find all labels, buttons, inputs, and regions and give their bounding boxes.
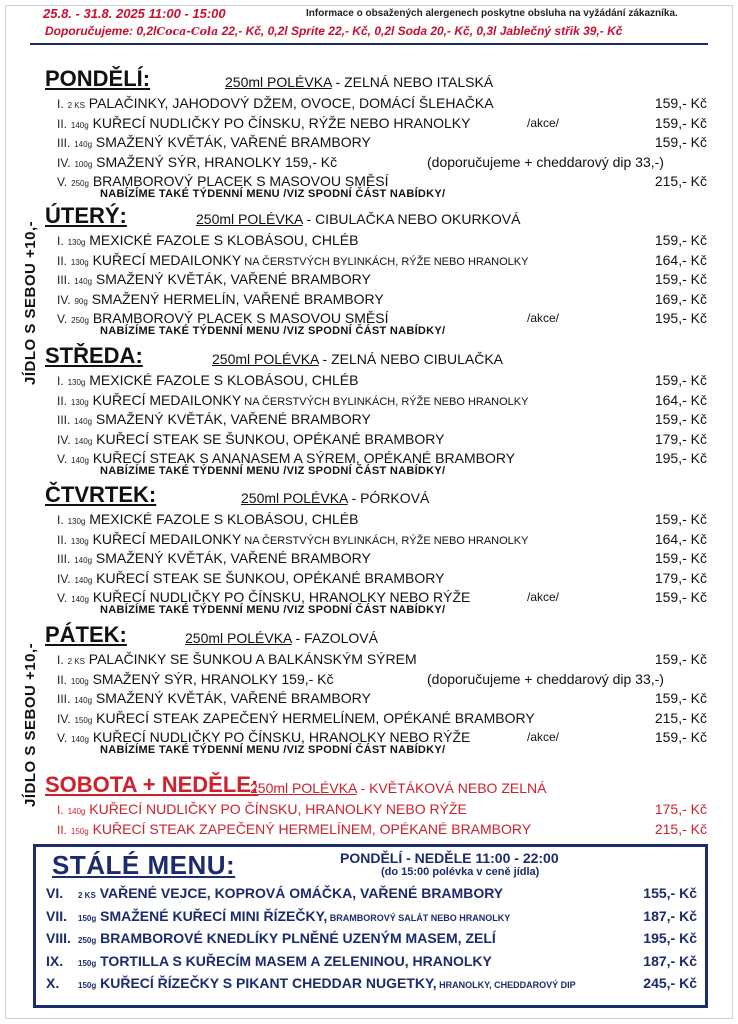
item-price: 164,- Kč [654,530,707,547]
item-number: IV. [57,432,71,447]
soup-line [250,780,546,796]
item-weight: 150g [78,981,97,990]
item-number: I. [57,374,64,388]
item-weight: 140g [70,120,89,130]
item-number: III. [57,136,71,150]
item-note: (doporučujeme + cheddarový dip 33,-) [427,153,664,170]
item-price: 159,- Kč [654,651,707,667]
item-number: III. [57,413,71,427]
day-title: PONDĚLÍ: [45,66,151,91]
item-price: 159,- Kč [654,114,707,131]
item-number: V. [57,312,68,326]
soup-text: - KVĚTÁKOVÁ NEBO ZELNÁ [356,780,547,796]
menu-item [57,569,709,587]
item-price: 155,- Kč [643,885,697,901]
item-price: 159,- Kč [654,372,707,388]
soup-text: - CIBULAČKA NEBO OKURKOVÁ [302,211,521,227]
item-weight: 2 KS [67,101,85,110]
menu-item [57,231,709,249]
item-name: KUŘECÍ MEDAILONKY [92,251,242,268]
item-weight: 130g [70,257,89,267]
coca-cola-logo: Coca-Cola [156,25,219,38]
item-number: III. [57,692,71,706]
item-name-wrap [78,950,492,975]
menu-item [57,371,709,389]
menu-item [57,549,709,567]
item-note: (doporučujeme + cheddarový dip 33,-) [427,670,664,687]
item-weight: 250g [71,179,89,188]
item-name-wrap [78,882,503,907]
item-name: SMAŽENÝ KVĚTÁK, VAŘENÉ BRAMBORY [95,411,371,427]
item-price: 159,- Kč [654,232,707,248]
item-number: X. [46,975,60,991]
menu-item [57,510,709,528]
day-title: PÁTEK: [45,622,127,647]
soup-text: - ZELNÁ NEBO CIBULAČKA [318,351,504,367]
item-price: 215,- Kč [654,173,707,189]
item-name: MEXICKÉ FAZOLE S KLOBÁSOU, CHLÉB [89,511,359,527]
menu-item [57,530,709,548]
item-weight: 140g [71,595,89,604]
item-number: IV. [57,292,71,307]
item-name: PALAČINKY SE ŠUNKOU A BALKÁNSKÝM SÝREM [88,651,417,667]
menu-item [57,650,709,668]
item-note: /akce/ [527,115,560,130]
standing-menu-title: STÁLÉ MENU: [52,850,236,880]
item-weight: 140g [74,556,93,565]
item-number: V. [57,452,68,466]
menu-item [57,270,709,288]
menu-item [57,133,709,151]
allergen-info: Informace o obsažených alergenech poskytne obsluha na vyžádání zákazníka. [306,8,678,19]
standing-menu-item [36,905,705,927]
menu-item [57,290,709,308]
takeaway-label-top: JÍDLO S SEBOU +10,- [22,220,39,385]
item-name: BRAMBOROVÉ KNEDLÍKY PLNĚNÉ UZENÝM MASEM, ZELÍ [100,930,496,946]
item-name: TORTILLA S KUŘECÍM MASEM A ZELENINOU, HRANOLKY [100,952,492,969]
item-weight: 100g [74,159,93,169]
soup-label: 250ml POLÉVKA [212,351,319,367]
soup-text: - FAZOLOVÁ [291,630,378,646]
item-price: 159,- Kč [654,134,707,150]
item-weight: 250g [78,936,97,945]
item-detail: NA ČERSTVÝCH BYLINKÁCH, RÝŽE NEBO HRANOLKY [241,534,529,547]
soup-label: 250ml POLÉVKA [241,490,348,506]
item-weight: 130g [67,517,86,526]
standing-menu-box [33,844,708,1008]
standing-menu-item [36,950,705,972]
item-name: SMAŽENÝ KVĚTÁK, VAŘENÉ BRAMBORY [95,690,371,706]
item-detail: BRAMBOROVÝ SALÁT NEBO HRANOLKY [327,912,511,923]
item-number: II. [57,116,68,131]
item-price: 159,- Kč [654,271,707,287]
item-name: MEXICKÉ FAZOLE S KLOBÁSOU, CHLÉB [89,372,359,388]
item-number: VIII. [46,930,71,946]
item-name: KUŘECÍ ŘÍZEČKY S PIKANT CHEDDAR NUGETKY, [100,975,437,991]
item-weight: 150g [78,958,97,968]
item-weight: 100g [70,676,89,686]
item-weight: 2 KS [78,891,96,900]
item-detail: NA ČERSTVÝCH BYLINKÁCH, RÝŽE NEBO HRANOLKY [241,255,529,268]
date-range: 25.8. - 31.8. 2025 11:00 - 15:00 [43,6,226,21]
soup-line [212,351,503,367]
header-divider [30,43,708,45]
day-title: STŘEDA: [45,343,143,368]
item-name: VAŘENÉ VEJCE, KOPROVÁ OMÁČKA, VAŘENÉ BRAMBORY [99,885,504,901]
item-price: 195,- Kč [643,930,697,946]
item-number: I. [57,234,64,248]
item-price: 245,- Kč [643,975,697,991]
weekly-menu-note: NABÍZÍME TAKÉ TÝDENNÍ MENU /VIZ SPODNÍ ČÁST NABÍDKY/ [100,187,446,200]
item-name: KUŘECÍ STEAK S ANANASEM A SÝREM, OPÉKANÉ BRAMBORY [92,450,516,466]
item-weight: 2 KS [67,657,85,666]
menu-item [57,391,709,409]
soup-text: - PÓRKOVÁ [347,490,430,506]
item-number: II. [57,822,68,837]
item-weight: 130g [67,378,86,387]
item-weight: 140g [71,456,89,465]
item-number: IX. [46,952,64,969]
drinks-prefix: Doporučujeme: 0,2l [45,24,157,38]
soup-line [225,74,493,90]
item-weight: 150g [70,826,89,836]
soup-line [196,211,520,227]
item-number: V. [57,175,68,189]
item-weight: 130g [70,397,89,407]
item-name: SMAŽENÝ KVĚTÁK, VAŘENÉ BRAMBORY [95,134,371,150]
soup-label: 250ml POLÉVKA [250,780,357,796]
item-name: SMAŽENÝ SÝR, HRANOLKY 159,- Kč [96,153,338,170]
item-detail: NA ČERSTVÝCH BYLINKÁCH, RÝŽE NEBO HRANOLKY [241,395,529,408]
item-weight: 140g [74,140,93,149]
item-number: IV. [57,155,71,170]
item-name: SMAŽENÝ KVĚTÁK, VAŘENÉ BRAMBORY [95,271,371,287]
item-price: 195,- Kč [654,450,707,466]
item-number: VII. [46,907,68,924]
item-price: 159,- Kč [654,95,707,111]
item-number: V. [57,591,68,605]
item-name-wrap [78,905,510,930]
item-number: III. [57,273,71,287]
weekly-menu-note: NABÍZÍME TAKÉ TÝDENNÍ MENU /VIZ SPODNÍ ČÁST NABÍDKY/ [100,324,446,337]
item-name: KUŘECÍ MEDAILONKY [92,391,242,408]
item-note: /akce/ [527,311,560,325]
item-name: KUŘECÍ NUDLIČKY PO ČÍNSKU, HRANOLKY NEBO RÝŽE [92,729,471,745]
item-name: PALAČINKY, JAHODOVÝ DŽEM, OVOCE, DOMÁCÍ ŠLEHAČKA [88,95,494,111]
day-title: ČTVRTEK: [45,482,157,507]
day-title: ÚTERÝ: [45,203,127,228]
item-number: V. [57,731,68,745]
item-number: VI. [46,885,64,901]
item-name: SMAŽENÉ KUŘECÍ MINI ŘÍZEČKY, [100,907,328,924]
item-number: II. [57,532,68,547]
weekly-menu-note: NABÍZÍME TAKÉ TÝDENNÍ MENU /VIZ SPODNÍ ČÁST NABÍDKY/ [100,743,446,756]
menu-item [57,251,709,269]
drinks-recommendation [45,24,622,38]
item-detail: HRANOLKY, CHEDDAROVÝ DIP [436,980,576,990]
item-name: KUŘECÍ NUDLIČKY PO ČÍNSKU, HRANOLKY NEBO RÝŽE [92,589,471,605]
item-weight: 150g [78,913,97,923]
item-weight: 130g [67,238,86,247]
day-title: SOBOTA + NEDĚLE: [45,772,259,797]
item-number: I. [57,513,64,527]
item-name: SMAŽENÝ HERMELÍN, VAŘENÉ BRAMBORY [91,290,384,307]
weekly-menu-note: NABÍZÍME TAKÉ TÝDENNÍ MENU /VIZ SPODNÍ ČÁST NABÍDKY/ [100,603,446,616]
item-price: 195,- Kč [654,310,707,326]
standing-menu-hours-note: (do 15:00 polévka v ceně jídla) [381,866,540,878]
item-number: II. [57,393,68,408]
item-name: BRAMBOROVÝ PLACEK S MASOVOU SMĚSÍ [92,310,389,326]
standing-menu-item [36,927,705,949]
item-number: III. [57,552,71,566]
soup-label: 250ml POLÉVKA [185,630,292,646]
item-weight: 140g [74,277,93,286]
item-name: MEXICKÉ FAZOLE S KLOBÁSOU, CHLÉB [89,232,359,248]
item-name: KUŘECÍ NUDLIČKY PO ČÍNSKU, RÝŽE NEBO HRANOLKY [92,114,471,131]
item-price: 159,- Kč [654,411,707,427]
item-note: /akce/ [527,590,560,604]
item-weight: 250g [71,316,89,325]
item-price: 187,- Kč [643,907,697,924]
item-number: II. [57,253,68,268]
item-weight: 150g [74,715,93,725]
item-weight: 140g [74,417,93,426]
standing-menu-item [36,972,705,994]
item-weight: 140g [71,735,89,744]
standing-menu-item [36,882,705,904]
item-price: 159,- Kč [654,550,707,566]
item-number: II. [57,672,68,687]
item-price: 175,- Kč [654,801,707,817]
item-price: 164,- Kč [654,391,707,408]
item-price: 159,- Kč [654,589,707,605]
standing-menu-hours: PONDĚLÍ - NEDĚLE 11:00 - 22:00 [340,850,559,866]
soup-label: 250ml POLÉVKA [225,74,332,90]
item-price: 159,- Kč [654,729,707,745]
item-price: 187,- Kč [643,952,697,969]
item-name: SMAŽENÝ SÝR, HRANOLKY 159,- Kč [92,670,334,687]
soup-line [185,630,378,646]
menu-item [57,820,709,838]
item-name: KUŘECÍ STEAK ZAPEČENÝ HERMELÍNEM, OPÉKANÉ BRAMBORY [96,709,535,726]
item-name: KUŘECÍ STEAK ZAPEČENÝ HERMELÍNEM, OPÉKANÉ BRAMBORY [92,820,532,837]
item-price: 159,- Kč [654,511,707,527]
item-name: KUŘECÍ MEDAILONKY [92,530,242,547]
item-price: 215,- Kč [654,709,707,726]
takeaway-label-bottom: JÍDLO S SEBOU +10,- [22,642,39,807]
item-number: I. [57,97,64,111]
item-weight: 90g [74,296,88,306]
item-number: IV. [57,571,71,586]
item-number: I. [57,653,64,667]
item-price: 159,- Kč [654,690,707,706]
weekly-menu-note: NABÍZÍME TAKÉ TÝDENNÍ MENU /VIZ SPODNÍ ČÁST NABÍDKY/ [100,464,446,477]
menu-item [57,114,709,132]
item-name: KUŘECÍ STEAK SE ŠUNKOU, OPÉKANÉ BRAMBORY [96,430,445,447]
item-price: 169,- Kč [654,290,707,307]
soup-text: - ZELNÁ NEBO ITALSKÁ [331,74,494,90]
item-number: IV. [57,711,71,726]
item-note: /akce/ [527,730,560,744]
menu-item [57,689,709,707]
menu-item [57,410,709,428]
soup-label: 250ml POLÉVKA [196,211,303,227]
item-number: I. [57,803,64,817]
item-price: 164,- Kč [654,251,707,268]
item-weight: 130g [70,536,89,546]
soup-line [241,490,429,506]
item-name: KUŘECÍ NUDLIČKY PO ČÍNSKU, HRANOLKY NEBO RÝŽE [89,801,467,817]
item-name-wrap [78,927,496,952]
item-price: 215,- Kč [654,820,707,837]
drinks-rest: 22,- Kč, 0,2l Sprite 22,- Kč, 0,2l Soda 20,- Kč, 0,3l Jablečný střik 39,- Kč [218,24,623,38]
item-weight: 140g [74,436,93,446]
item-name: BRAMBOROVÝ PLACEK S MASOVOU SMĚSÍ [92,173,389,189]
item-price: 179,- Kč [654,569,707,586]
menu-item [57,153,709,171]
item-price: 179,- Kč [654,430,707,447]
menu-item [57,430,709,448]
item-name: SMAŽENÝ KVĚTÁK, VAŘENÉ BRAMBORY [95,550,371,566]
menu-item [57,709,709,727]
menu-item [57,670,709,688]
menu-item [57,94,709,112]
item-weight: 140g [67,807,86,816]
item-weight: 140g [74,575,93,585]
item-weight: 140g [74,696,93,705]
item-name: KUŘECÍ STEAK SE ŠUNKOU, OPÉKANÉ BRAMBORY [96,569,445,586]
menu-item [57,800,709,818]
item-name-wrap [78,972,576,997]
